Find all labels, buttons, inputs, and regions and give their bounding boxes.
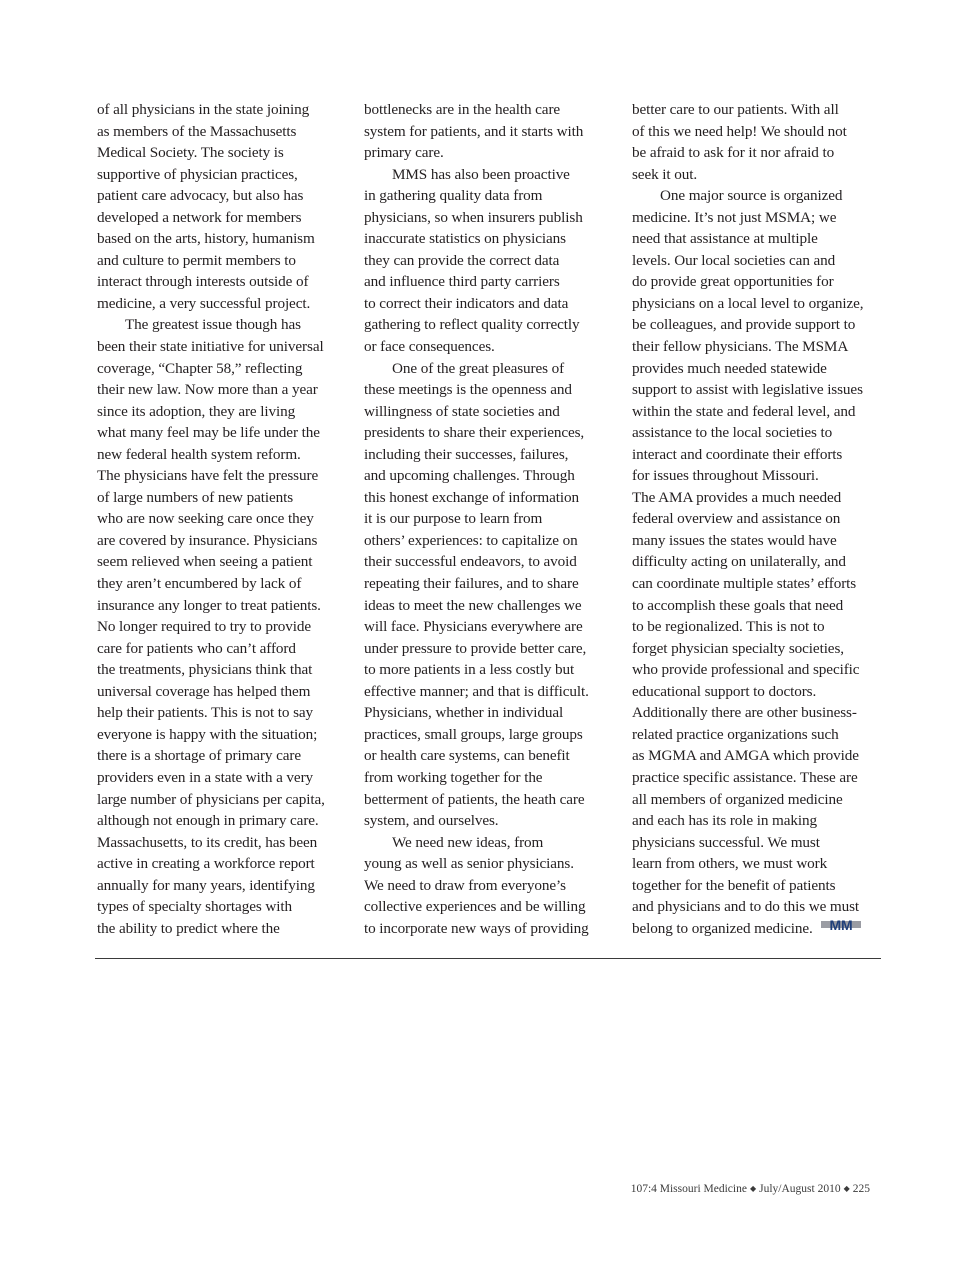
text-line: learn from others, we must work	[632, 855, 828, 873]
text-line: to incorporate new ways of providing	[364, 919, 589, 937]
text-line: difficulty acting on unilaterally, and	[632, 553, 846, 571]
text-line: assistance to the local societies to	[632, 424, 833, 442]
text-line: physicians, so when insurers publish	[364, 208, 583, 226]
text-line: will face. Physicians everywhere are	[364, 618, 583, 636]
text-line: system for patients, and it starts with	[364, 122, 584, 140]
text-line: of all physicians in the state joining	[97, 101, 310, 118]
text-line: under pressure to provide better care,	[364, 639, 587, 657]
text-line: to accomplish these goals that need	[632, 596, 844, 614]
text-line: it is our purpose to learn from	[364, 510, 543, 528]
text-line: practices, small groups, large groups	[364, 725, 583, 743]
text-line: be colleagues, and provide support to	[632, 316, 856, 334]
text-line: system, and ourselves.	[364, 812, 499, 830]
text-line: interact through interests outside of	[97, 273, 309, 291]
text-line: be afraid to ask for it nor afraid to	[632, 144, 835, 162]
text-line: these meetings is the openness and	[364, 381, 572, 399]
text-line: within the state and federal level, and	[632, 402, 856, 420]
text-line: everyone is happy with the situation;	[97, 725, 318, 743]
text-line: young as well as senior physicians.	[364, 855, 574, 873]
text-line: their new law. Now more than a year	[97, 381, 318, 399]
text-line: large number of physicians per capita,	[97, 790, 325, 808]
text-line: to be regionalized. This is not to	[632, 618, 825, 636]
text-line: they aren’t encumbered by lack of	[97, 575, 302, 593]
text-line: who are now seeking care once they	[97, 510, 314, 528]
section-divider-rule	[95, 958, 881, 959]
text-line: new federal health system reform.	[97, 445, 301, 463]
text-line: seem relieved when seeing a patient	[97, 553, 313, 571]
text-line: coverage, “Chapter 58,” reflecting	[97, 359, 303, 377]
text-line: Medical Society. The society is	[97, 144, 284, 162]
text-line: do provide great opportunities for	[632, 273, 834, 291]
text-line: although not enough in primary care.	[97, 812, 319, 830]
text-line: to more patients in a less costly but	[364, 661, 575, 679]
text-line: types of specialty shortages with	[97, 898, 292, 916]
text-line: supportive of physician practices,	[97, 165, 298, 183]
text-line: the treatments, physicians think that	[97, 661, 313, 679]
article-column-3	[632, 99, 884, 939]
text-line: from working together for the	[364, 768, 543, 786]
text-line: related practice organizations such	[632, 725, 839, 743]
text-line: inaccurate statistics on physicians	[364, 230, 566, 248]
text-line: or health care systems, can benefit	[364, 747, 570, 765]
text-line: developed a network for members	[97, 208, 302, 226]
footer-diamond-separator: ◆	[749, 1184, 757, 1193]
text-line: Physicians, whether in individual	[364, 704, 564, 722]
text-line: in gathering quality data from	[364, 187, 543, 205]
text-line: We need to draw from everyone’s	[364, 876, 566, 894]
footer-diamond-separator: ◆	[843, 1184, 850, 1193]
text-line: No longer required to try to provide	[97, 618, 312, 636]
text-line: to correct their indicators and data	[364, 294, 569, 312]
text-line: One of the great pleasures of	[392, 359, 565, 377]
logo-mm-text: MM	[829, 916, 853, 932]
text-line: their fellow physicians. The MSMA	[632, 338, 849, 356]
text-line: and influence third party carriers	[364, 273, 560, 291]
text-line: practice specific assistance. These are	[632, 768, 858, 786]
end-of-article-mm-logo	[821, 917, 861, 939]
text-line: federal overview and assistance on	[632, 510, 841, 528]
footer-date: July/August 2010	[759, 1183, 841, 1195]
text-line: and physicians and to do this we must	[632, 898, 860, 916]
text-line: been their state initiative for universal	[97, 338, 324, 356]
text-line: We need new ideas, from	[392, 833, 544, 851]
text-line: care for patients who can’t afford	[97, 639, 296, 657]
text-line: levels. Our local societies can and	[632, 251, 836, 269]
text-line: annually for many years, identifying	[97, 876, 315, 894]
text-line: and upcoming challenges. Through	[364, 467, 575, 485]
text-line: seek it out.	[632, 165, 698, 183]
text-line: better care to our patients. With all	[632, 101, 839, 118]
text-line: can coordinate multiple states’ efforts	[632, 575, 857, 593]
text-line: of large numbers of new patients	[97, 488, 294, 506]
text-line: MMS has also been proactive	[392, 165, 570, 183]
text-line: there is a shortage of primary care	[97, 747, 301, 765]
text-line: ideas to meet the new challenges we	[364, 596, 582, 614]
text-line: including their successes, failures,	[364, 445, 569, 463]
article-column-2	[364, 99, 616, 939]
text-line: bottlenecks are in the health care	[364, 101, 561, 118]
page-footer	[631, 1183, 870, 1195]
text-line: medicine, a very successful project.	[97, 294, 311, 312]
text-line: providers even in a state with a very	[97, 768, 314, 786]
text-line: interact and coordinate their efforts	[632, 445, 843, 463]
text-line: One major source is organized	[660, 187, 843, 205]
text-line: insurance any longer to treat patients.	[97, 596, 321, 614]
article-column-1	[97, 99, 349, 939]
text-line: gathering to reflect quality correctly	[364, 316, 580, 334]
text-line: medicine. It’s not just MSMA; we	[632, 208, 837, 226]
footer-volume-issue: 107:4	[630, 1183, 657, 1195]
text-line: or face consequences.	[364, 338, 495, 356]
text-line: repeating their failures, and to share	[364, 575, 579, 593]
text-line: help their patients. This is not to say	[97, 704, 314, 722]
text-line: together for the benefit of patients	[632, 876, 836, 894]
text-line: physicians successful. We must	[632, 833, 820, 851]
text-line: since its adoption, they are living	[97, 402, 296, 420]
text-line: their successful endeavors, to avoid	[364, 553, 577, 571]
text-line: and each has its role in making	[632, 812, 818, 830]
text-line: The physicians have felt the pressure	[97, 467, 319, 485]
text-line: as MGMA and AMGA which provide	[632, 747, 859, 765]
text-line: educational support to doctors.	[632, 682, 817, 700]
text-line: this honest exchange of information	[364, 488, 579, 506]
text-line: of this we need help! We should not	[632, 122, 847, 140]
text-line: The AMA provides a much needed	[632, 488, 842, 506]
text-line: patient care advocacy, but also has	[97, 187, 304, 205]
text-line: physicians on a local level to organize,	[632, 294, 864, 312]
text-line: are covered by insurance. Physicians	[97, 531, 318, 549]
text-line: The greatest issue though has	[125, 316, 301, 334]
text-line: effective manner; and that is difficult.	[364, 682, 589, 700]
text-line: all members of organized medicine	[632, 790, 843, 808]
text-line: many issues the states would have	[632, 531, 837, 549]
text-line: as members of the Massachusetts	[97, 122, 297, 140]
text-line: Additionally there are other business-	[632, 704, 857, 722]
text-line: what many feel may be life under the	[97, 424, 320, 442]
text-line: willingness of state societies and	[364, 402, 560, 420]
text-line: the ability to predict where the	[97, 919, 280, 937]
text-line: forget physician specialty societies,	[632, 639, 844, 657]
text-line: belong to organized medicine. MM	[632, 918, 884, 940]
text-line: universal coverage has helped them	[97, 682, 311, 700]
text-line: others’ experiences: to capitalize on	[364, 531, 578, 549]
text-line: support to assist with legislative issues	[632, 381, 863, 399]
footer-journal-name: Missouri Medicine	[659, 1183, 747, 1195]
text-line: active in creating a workforce report	[97, 855, 315, 873]
text-line: presidents to share their experiences,	[364, 424, 585, 442]
text-line: collective experiences and be willing	[364, 898, 586, 916]
text-line: and culture to permit members to	[97, 251, 296, 269]
text-line: they can provide the correct data	[364, 251, 560, 269]
text-line: for issues throughout Missouri.	[632, 467, 819, 485]
text-line: Massachusetts, to its credit, has been	[97, 833, 318, 851]
text-line: based on the arts, history, humanism	[97, 230, 315, 248]
text-line: need that assistance at multiple	[632, 230, 818, 248]
footer-page-number: 225	[852, 1183, 870, 1195]
text-line: provides much needed statewide	[632, 359, 827, 377]
text-line: who provide professional and specific	[632, 661, 860, 679]
text-line: primary care.	[364, 144, 444, 162]
text-line: betterment of patients, the heath care	[364, 790, 585, 808]
